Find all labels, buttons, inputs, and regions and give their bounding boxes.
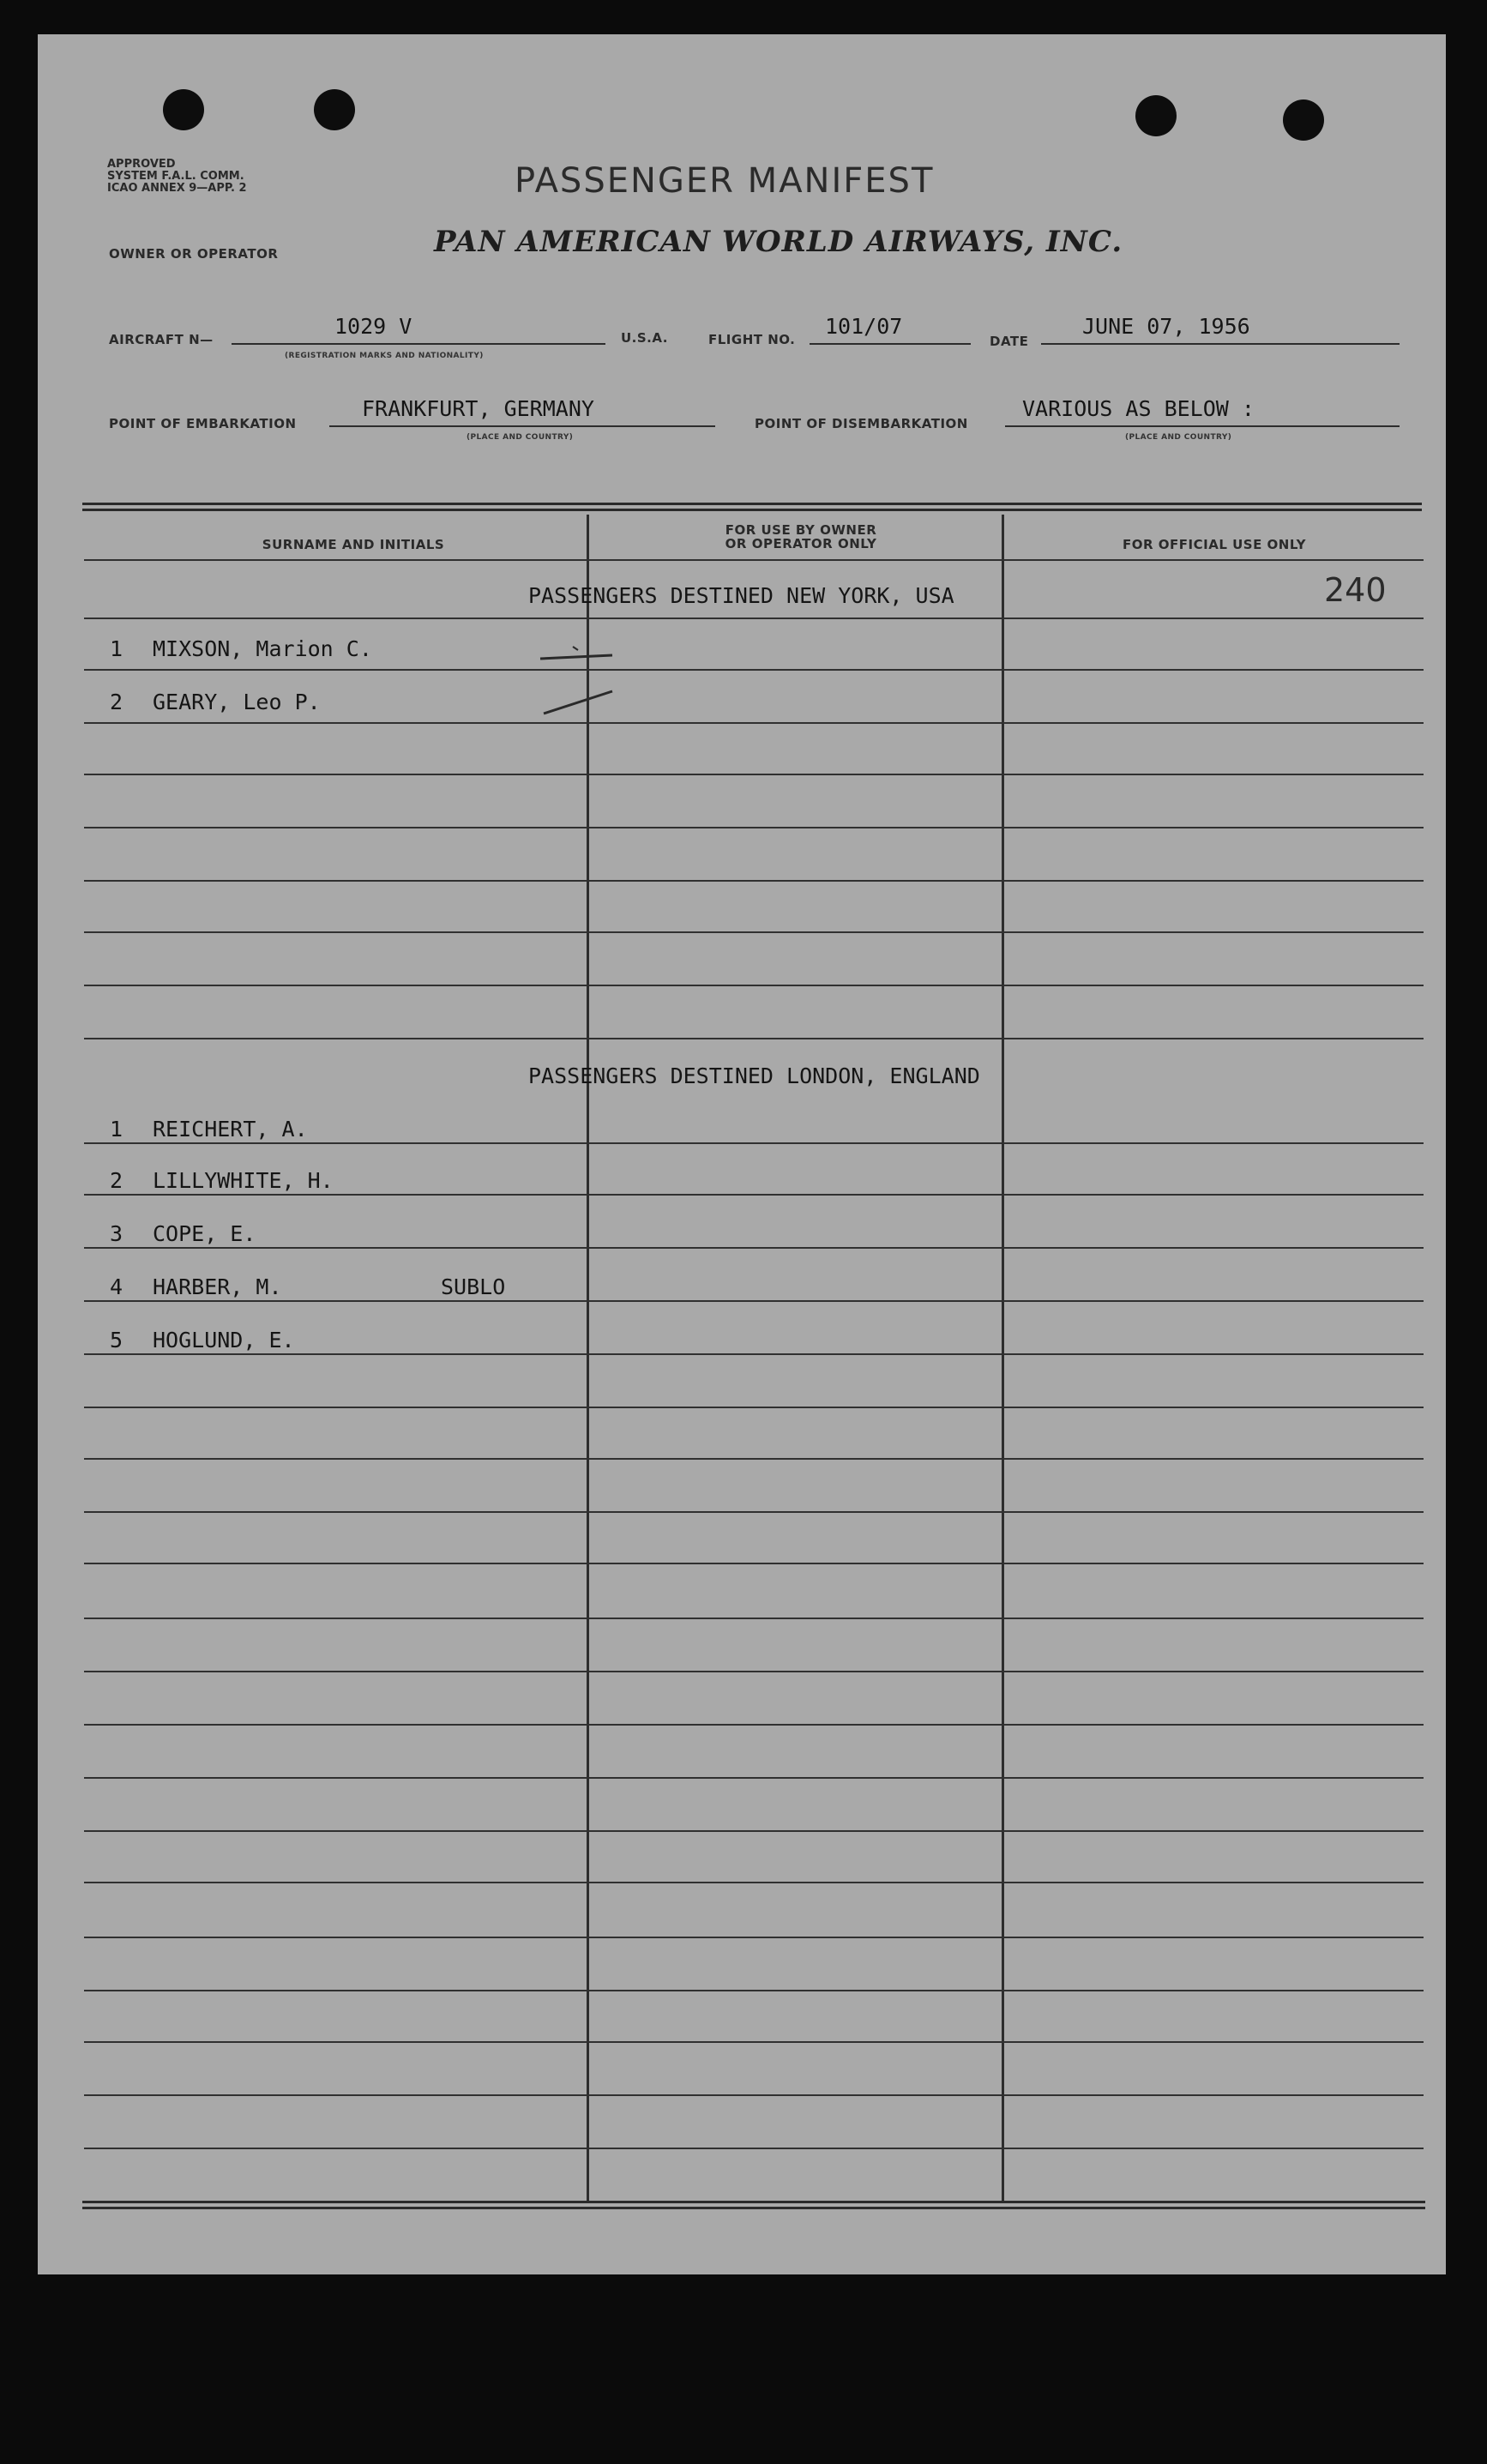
row-rule (84, 2041, 1424, 2043)
passenger-name: COPE, E. (153, 1221, 256, 1246)
column-divider (587, 515, 589, 2201)
manifest-sheet (38, 34, 1446, 2274)
row-rule (84, 774, 1424, 775)
embarkation-label: POINT OF EMBARKATION (109, 416, 297, 431)
row-rule (84, 880, 1424, 882)
owner-use-line: FOR USE BY OWNER (725, 522, 877, 538)
punch-hole (314, 89, 355, 130)
row-rule (84, 722, 1424, 724)
row-rule (84, 827, 1424, 828)
row-rule (84, 1300, 1424, 1302)
embarkation-value: FRANKFURT, GERMANY (362, 396, 594, 421)
punch-hole (163, 89, 204, 130)
punch-hole (1283, 99, 1324, 141)
row-rule (84, 1194, 1424, 1196)
passenger-number: 1 (110, 1117, 123, 1142)
aircraft-value: 1029 V (334, 314, 412, 339)
row-rule (84, 1407, 1424, 1408)
row-rule (84, 1511, 1424, 1513)
passenger-number: 1 (110, 636, 123, 661)
column-header-owner-use (587, 523, 1015, 551)
row-rule (84, 618, 1424, 619)
page-title: PASSENGER MANIFEST (515, 161, 935, 201)
company-name: PAN AMERICAN WORLD AIRWAYS, INC. (434, 225, 1123, 259)
row-rule (84, 1777, 1424, 1779)
row-rule (84, 1830, 1424, 1832)
row-rule (84, 985, 1424, 986)
owner-label: OWNER OR OPERATOR (109, 246, 279, 262)
row-rule (84, 1724, 1424, 1726)
underline (1005, 425, 1400, 427)
section-heading: PASSENGERS DESTINED NEW YORK, USA (528, 583, 954, 608)
row-rule (84, 1882, 1424, 1883)
section-heading: PASSENGERS DESTINED LONDON, ENGLAND (528, 1063, 980, 1088)
underline (1041, 343, 1400, 345)
row-rule (84, 2094, 1424, 2096)
aircraft-label: AIRCRAFT N— (109, 332, 214, 347)
passenger-name: REICHERT, A. (153, 1117, 308, 1142)
column-divider (1002, 515, 1004, 2201)
passenger-number: 3 (110, 1221, 123, 1246)
row-rule (84, 1458, 1424, 1460)
approval-line: SYSTEM F.A.L. COMM. (107, 170, 244, 183)
passenger-number: 2 (110, 1168, 123, 1193)
passenger-note: SUBLO (441, 1274, 506, 1299)
underline (810, 343, 971, 345)
row-rule (84, 1353, 1424, 1355)
passenger-name: MIXSON, Marion C. (153, 636, 372, 661)
row-rule (84, 669, 1424, 671)
row-rule (84, 559, 1424, 561)
row-rule (84, 1247, 1424, 1249)
passenger-name: GEARY, Leo P. (153, 690, 321, 714)
owner-use-line: OR OPERATOR ONLY (725, 536, 877, 551)
row-rule (84, 1142, 1424, 1144)
official-number: 240 (1324, 571, 1387, 609)
passenger-number: 5 (110, 1328, 123, 1352)
disembarkation-label: POINT OF DISEMBARKATION (755, 416, 968, 431)
country-label: U.S.A. (621, 330, 668, 346)
disembarkation-value: VARIOUS AS BELOW : (1022, 396, 1255, 421)
column-header-official: FOR OFFICIAL USE ONLY (1123, 537, 1306, 552)
row-rule (84, 1618, 1424, 1619)
row-rule (84, 2148, 1424, 2149)
aircraft-caption: (REGISTRATION MARKS AND NATIONALITY) (285, 352, 484, 360)
disembarkation-caption: (PLACE AND COUNTRY) (1125, 433, 1232, 442)
approval-line: ICAO ANNEX 9—APP. 2 (107, 182, 247, 195)
row-rule (84, 1671, 1424, 1672)
date-label: DATE (990, 334, 1029, 349)
passenger-name: HARBER, M. (153, 1274, 282, 1299)
underline (329, 425, 715, 427)
table-bottom-rule (82, 2201, 1425, 2209)
punch-hole (1135, 95, 1177, 136)
date-value: JUNE 07, 1956 (1082, 314, 1250, 339)
check-mark (542, 684, 619, 719)
passenger-name: LILLYWHITE, H. (153, 1168, 334, 1193)
approval-line: APPROVED (107, 158, 176, 171)
row-rule (84, 1937, 1424, 1938)
underline (232, 343, 605, 345)
passenger-number: 4 (110, 1274, 123, 1299)
passenger-name: HOGLUND, E. (153, 1328, 295, 1352)
approval-note (107, 159, 247, 195)
row-rule (84, 1990, 1424, 1991)
embarkation-caption: (PLACE AND COUNTRY) (467, 433, 574, 442)
column-header-surname: SURNAME AND INITIALS (262, 537, 445, 552)
flight-label: FLIGHT NO. (708, 332, 796, 347)
row-rule (84, 931, 1424, 933)
row-rule (84, 1038, 1424, 1039)
row-rule (84, 1563, 1424, 1564)
table-top-rule (82, 503, 1422, 511)
flight-value: 101/07 (825, 314, 903, 339)
passenger-number: 2 (110, 690, 123, 714)
check-mark (539, 640, 616, 666)
